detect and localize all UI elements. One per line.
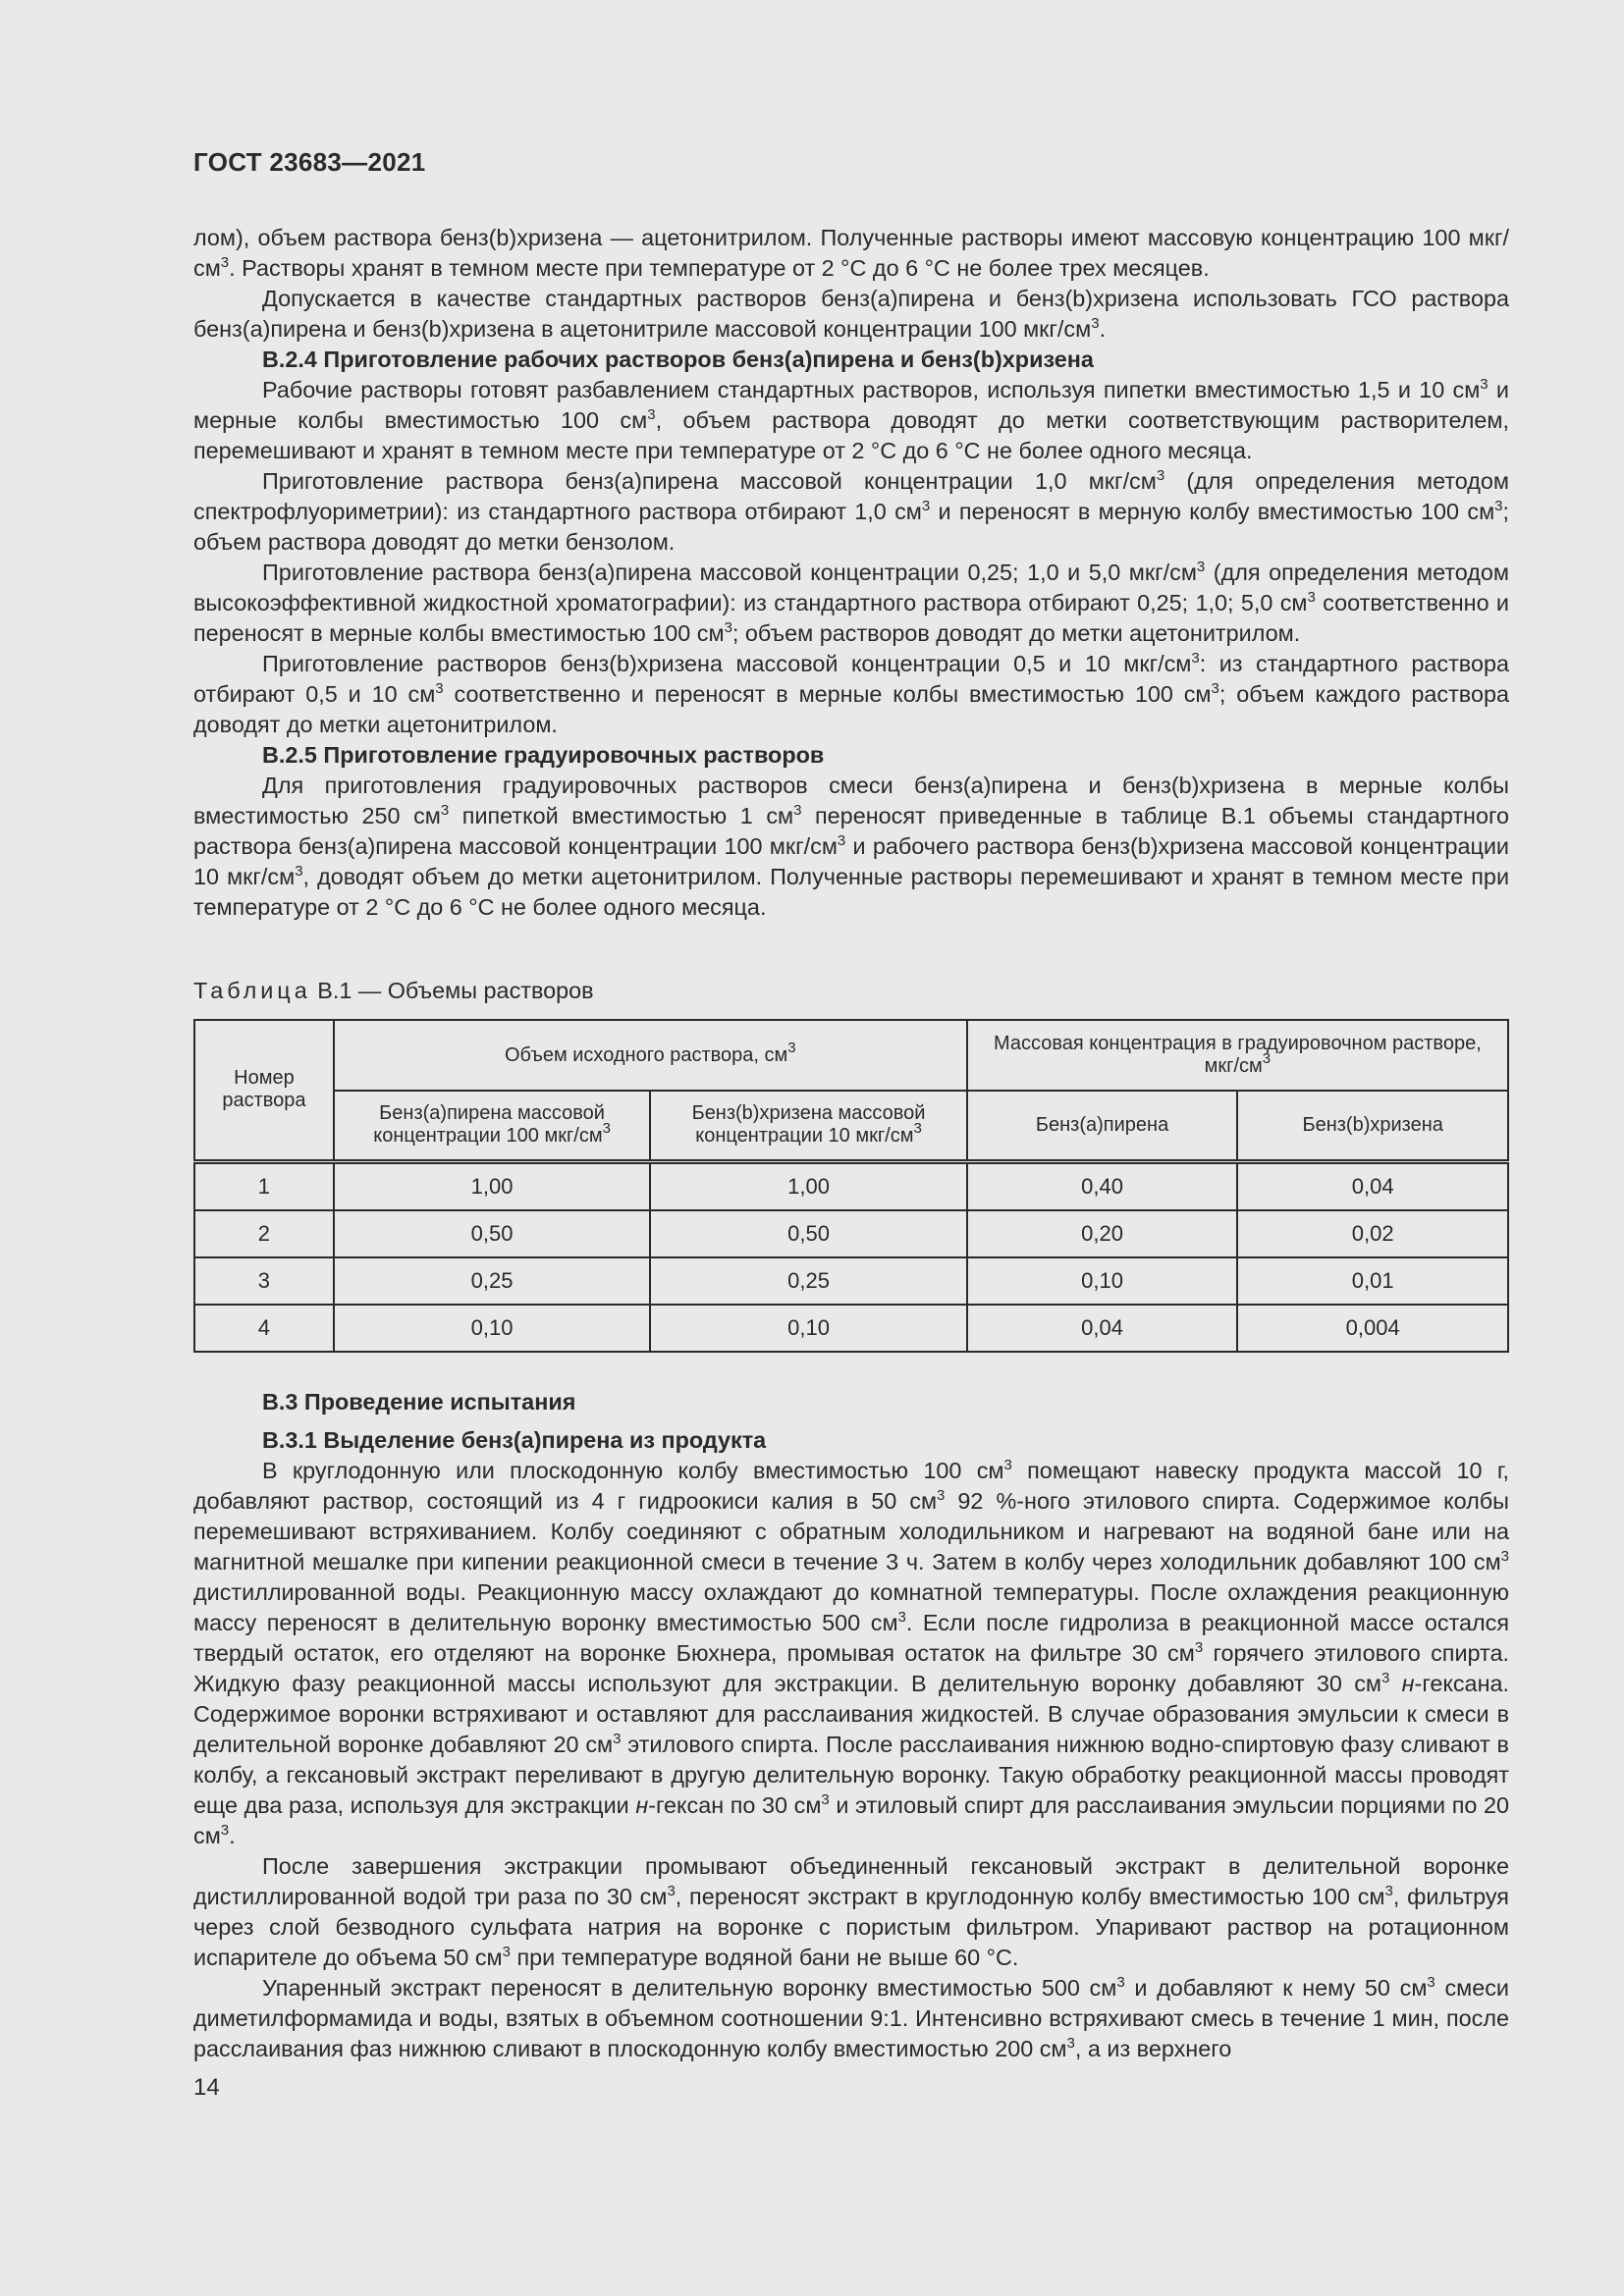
paragraph: После завершения экстракции промывают объединенный гексановый экстракт в делительной воронке дистиллированной водой три раза по 30 $см^3$, переносят экстракт в круглодонную колбу вместимостью 100 $см^3$, фильтруя через слой безводного сульфата натрия на воронке с пористым фильтром. Упаривают раствор на ротационном испарителе до объема 50 $см^3$ при температуре водяной бани не выше 60 °С.: [193, 1853, 1509, 1970]
cell-bbc-volume: 1,00: [650, 1161, 966, 1210]
section-heading: В.3 Проведение испытания: [262, 1389, 576, 1415]
paragraph: Приготовление растворов бенз(b)хризена массовой концентрации 0,5 и 10 мкг/$см^3$: из стандартного раствора отбирают 0,5 и 10 $см^3$ соответственно и переносят в мерные колбы вместимостью 100 $см^3$; объем каждого раствора доводят до метки ацетонитрилом.: [193, 650, 1509, 737]
cell-bap-conc: 0,20: [967, 1210, 1238, 1257]
paragraph: Рабочие растворы готовят разбавлением стандартных растворов, используя пипетки вместимостью 1,5 и 10 $см^3$ и мерные колбы вместимостью 100 $см^3$, объем раствора доводят до метки соответствующим растворителем, перемешивают и хранят в темном месте при температуре от 2 °С до 6 °С не более одного месяца.: [193, 376, 1509, 463]
cell-bap-volume: 1,00: [334, 1161, 650, 1210]
cell-bbc-volume: 0,50: [650, 1210, 966, 1257]
page-number: 14: [193, 2074, 220, 2101]
col-header-bap-conc: Бенз(а)пирена: [967, 1091, 1238, 1161]
table-row: [194, 1161, 1508, 1210]
cell-bap-conc: 0,04: [967, 1305, 1238, 1352]
col-group-volume: Объем исходного раствора, $см^3$: [334, 1020, 967, 1091]
col-group-concentration: Массовая концентрация в градуировочном растворе, мкг/$см^3$: [967, 1020, 1508, 1091]
paragraph: Для приготовления градуировочных растворов смеси бенз(а)пирена и бенз(b)хризена в мерные колбы вместимостью 250 $см^3$ пипеткой вместимостью 1 $см^3$ переносят приведенные в таблице В.1 объемы стандартного раствора бенз(а)пирена массовой концентрации 100 мкг/$см^3$ и рабочего раствора бенз(b)хризена массовой концентрации 10 мкг/$см^3$, доводят объем до метки ацетонитрилом. Полученные растворы перемешивают и хранят в темном месте при температуре от 2 °С до 6 °С не более одного месяца.: [193, 773, 1510, 920]
subsection-heading: В.3.1 Выделение бенз(а)пирена из продукта: [262, 1427, 767, 1453]
cell-number: 2: [194, 1210, 334, 1257]
table-row: [194, 1210, 1508, 1257]
col-header-bap-volume: Бенз(а)пирена массовой концентрации 100 мкг/$см^3$: [334, 1091, 650, 1161]
cell-bap-volume: 0,50: [334, 1210, 650, 1257]
paragraph: В круглодонную или плоскодонную колбу вместимостью 100 $см^3$ помещают навеску продукта массой 10 г, добавляют раствор, состоящий из 4 г гидроокиси калия в 50 $см^3$ 92 %-ного этилового спирта. Содержимое колбы перемешивают встряхиванием. Колбу соединяют с обратным холодильником и нагревают на водяной бане или на магнитной мешалке при кипении реакционной смеси в течение 3 ч. Затем в колбу через холодильник добавляют 100 $см^3$ дистиллированной воды. Реакционную массу охлаждают до комнатной температуры. После охлаждения реакционную массу переносят в делительную воронку вместимостью 500 $см^3$. Если после гидролиза в реакционной массе остался твердый остаток, его отделяют на воронке Бюхнера, промывая остаток на фильтре 30 $см^3$ горячего этилового спирта. Жидкую фазу реакционной массы используют для экстракции. В делительную воронку добавляют 30 $см^3$ н-гексана. Содержимое воронки встряхивают и оставляют для расслаивания жидкостей. В случае образования эмульсии к смеси в делительной воронке добавляют 20 $см^3$ этилового спирта. После расслаивания нижнюю водно-спиртовую фазу сливают в колбу, а гексановый экстракт переливают в другую делительную воронку. Такую обработку реакционной массы проводят еще два раза, используя для экстракции н-гексан по 30 $см^3$ и этиловый спирт для расслаивания эмульсии порциями по 20 $см^3$.: [193, 1457, 1509, 1848]
cell-bap-volume: 0,25: [334, 1257, 650, 1305]
section-heading: В.2.5 Приготовление градуировочных растворов: [262, 742, 825, 768]
volumes-table: [193, 1019, 1509, 1353]
paragraph: лом), объем раствора бенз(b)хризена — ацетонитрилом. Полученные растворы имеют массовую концентрацию 100 мкг/$см^3$. Растворы хранят в темном месте при температуре от 2 °С до 6 °С не более трех месяцев.: [193, 225, 1509, 281]
cell-bbc-volume: 0,10: [650, 1305, 966, 1352]
table-row: [194, 1305, 1508, 1352]
table-caption-label: Таблица: [193, 978, 311, 1003]
col-header-number: Номер раствора: [194, 1020, 334, 1161]
document-code: ГОСТ 23683—2021: [193, 147, 426, 177]
col-header-bbc-conc: Бенз(b)хризена: [1237, 1091, 1508, 1161]
paragraph: Приготовление раствора бенз(а)пирена массовой концентрации 1,0 мкг/$см^3$ (для определения методом спектрофлуориметрии): из стандартного раствора отбирают 1,0 $см^3$ и переносят в мерную колбу вместимостью 100 $см^3$; объем раствора доводят до метки бензолом.: [193, 467, 1510, 555]
cell-number: 4: [194, 1305, 334, 1352]
paragraph: Упаренный экстракт переносят в делительную воронку вместимостью 500 $см^3$ и добавляют к нему 50 $см^3$ смеси диметилформамида и воды, взятых в объемном соотношении 9:1. Интенсивно встряхивают смесь в течение 1 мин, после расслаивания фаз нижнюю сливают в плоскодонную колбу вместимостью 200 $см^3$, а из верхнего: [193, 1974, 1509, 2061]
paragraph: Приготовление раствора бенз(а)пирена массовой концентрации 0,25; 1,0 и 5,0 мкг/$см^3$ (для определения методом высокоэффективной жидкостной хроматографии): из стандартного раствора отбирают 0,25; 1,0; 5,0 $см^3$ соответственно и переносят в мерные колбы вместимостью 100 $см^3$; объем растворов доводят до метки ацетонитрилом.: [193, 559, 1510, 646]
cell-bap-conc: 0,40: [967, 1161, 1238, 1210]
cell-number: 3: [194, 1257, 334, 1305]
cell-bap-volume: 0,10: [334, 1305, 650, 1352]
cell-bbc-conc: 0,04: [1237, 1161, 1508, 1210]
table-caption-title: В.1 — Объемы растворов: [317, 978, 594, 1003]
section-heading: В.2.4 Приготовление рабочих растворов бенз(а)пирена и бенз(b)хризена: [262, 347, 1094, 372]
paragraph: Допускается в качестве стандартных растворов бенз(а)пирена и бенз(b)хризена использовать ГСО раствора бенз(а)пирена и бенз(b)хризена в ацетонитриле массовой концентрации 100 мкг/$см^3$.: [193, 286, 1509, 342]
cell-bbc-volume: 0,25: [650, 1257, 966, 1305]
cell-bbc-conc: 0,01: [1237, 1257, 1508, 1305]
text-block-lower: [193, 1387, 1509, 2064]
col-header-bbc-volume: Бенз(b)хризена массовой концентрации 10 мкг/$см^3$: [650, 1091, 966, 1161]
cell-bap-conc: 0,10: [967, 1257, 1238, 1305]
cell-number: 1: [194, 1161, 334, 1210]
text-block-upper: [193, 223, 1509, 923]
table-row: [194, 1257, 1508, 1305]
table-caption: [193, 978, 594, 1004]
cell-bbc-conc: 0,02: [1237, 1210, 1508, 1257]
cell-bbc-conc: 0,004: [1237, 1305, 1508, 1352]
